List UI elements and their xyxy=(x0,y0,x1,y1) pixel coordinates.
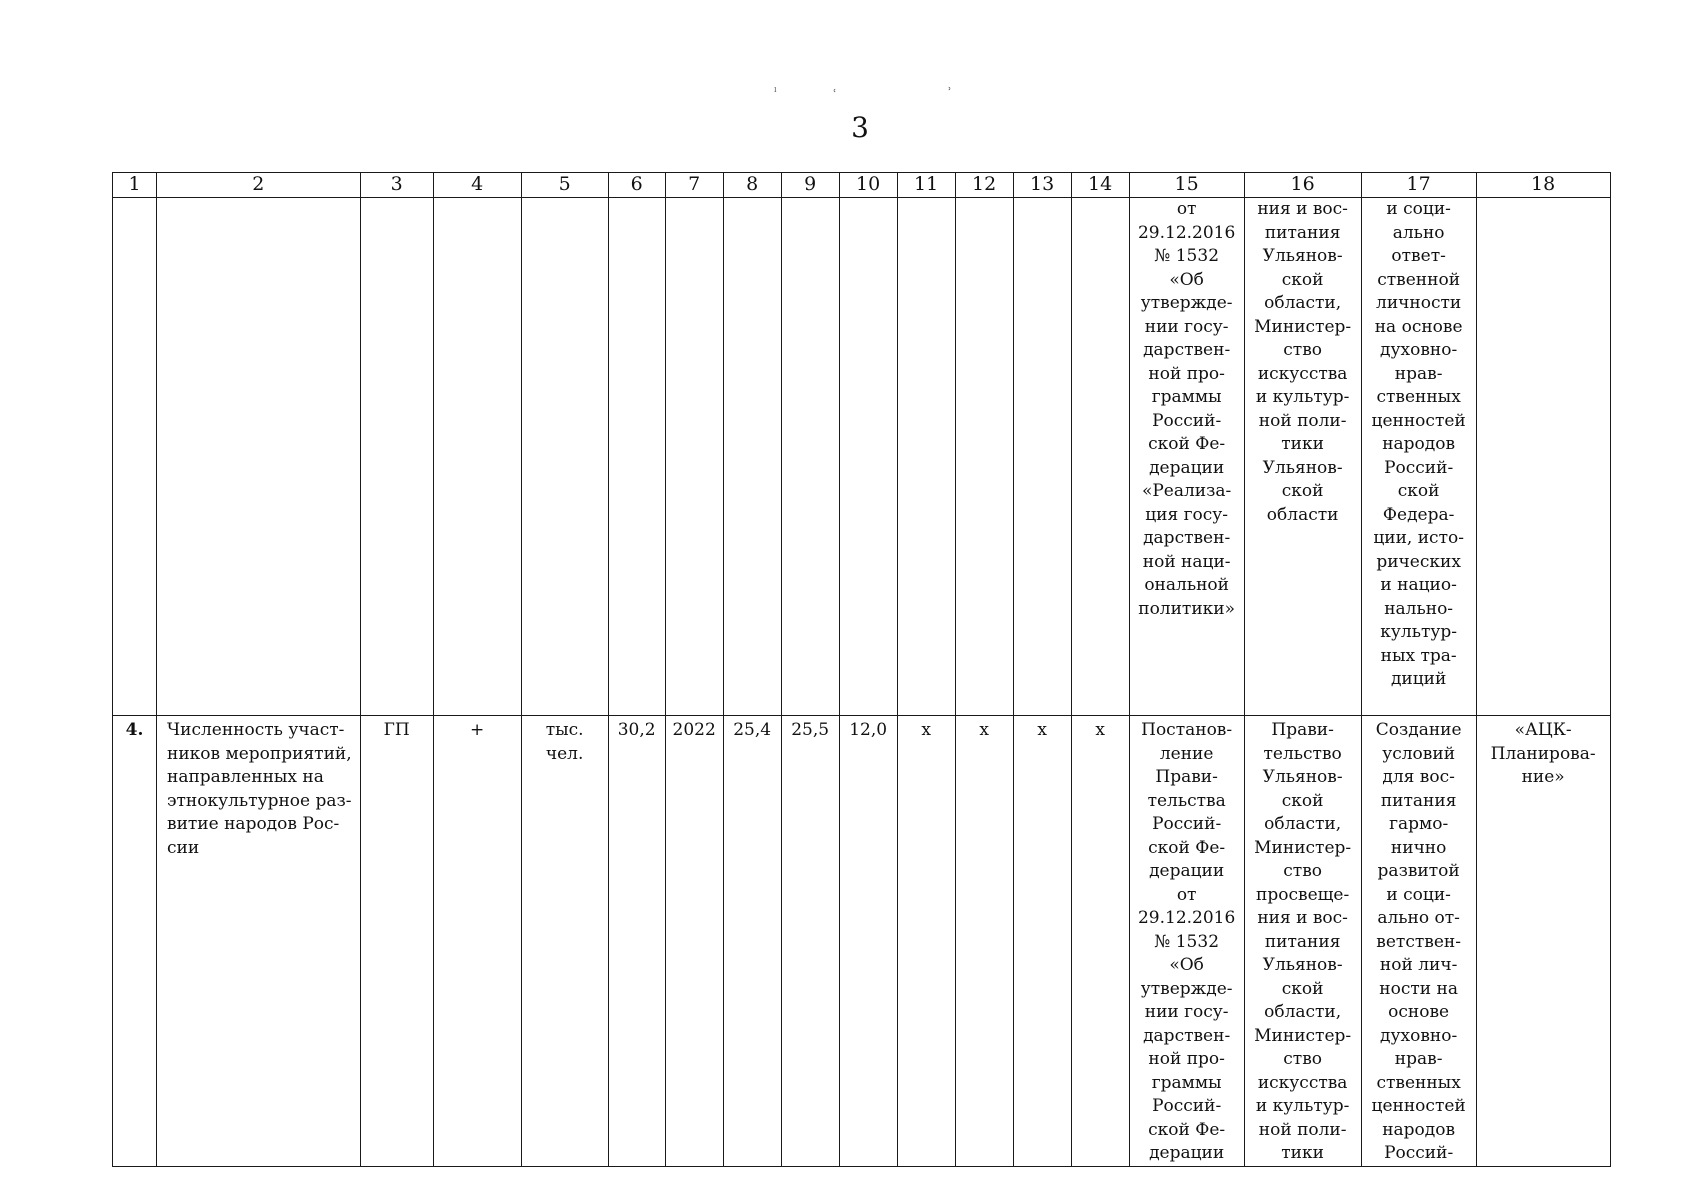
cell-text-line: х xyxy=(1037,720,1047,740)
cell-text-line: 2022 xyxy=(672,720,716,740)
column-header-5: 5 xyxy=(521,173,608,198)
cell-text-line: просвеще- xyxy=(1256,884,1350,905)
cell-text-line: ния и вос- xyxy=(1257,908,1348,928)
table-cell-col-12 xyxy=(955,716,1013,1167)
cell-text-line: ной про- xyxy=(1148,363,1225,384)
table-cell-col-17 xyxy=(1361,198,1476,716)
cell-text-line: нии госу- xyxy=(1144,1002,1229,1022)
cell-text-line: Постанов- xyxy=(1141,720,1233,740)
cell-text-line: Россий- xyxy=(1152,410,1222,431)
cell-text-line: ственных xyxy=(1376,1072,1461,1093)
column-header-8: 8 xyxy=(723,173,781,198)
cell-text-line: ГП xyxy=(383,720,410,740)
cell-text-line: 29.12.2016 xyxy=(1137,908,1236,928)
table-cell-col-14 xyxy=(1071,716,1129,1167)
cell-text-line: духовно- xyxy=(1380,1025,1458,1046)
cell-text-line: ской xyxy=(1281,978,1324,999)
cell-text-line: ности на xyxy=(1379,978,1458,999)
cell-text-line: ной лич- xyxy=(1379,955,1458,975)
cell-text-line: развитой xyxy=(1377,861,1460,881)
cell-text-line: 12,0 xyxy=(849,720,888,740)
cell-text-line: витие народов Рос- xyxy=(167,814,340,834)
cell-text-line: основе xyxy=(1388,1002,1450,1022)
cell-text-line: питания xyxy=(1264,222,1341,243)
table-cell-col-6 xyxy=(608,198,665,716)
table-cell-col-15 xyxy=(1129,198,1244,716)
column-header-18: 18 xyxy=(1476,173,1610,198)
cell-text-line: и культур- xyxy=(1255,1096,1350,1116)
column-header-17: 17 xyxy=(1361,173,1476,198)
cell-text-line: ской Фе- xyxy=(1148,1119,1226,1140)
cell-text-line: нально- xyxy=(1384,598,1454,619)
scan-speck: ʾ xyxy=(948,85,952,99)
cell-text-line: ников мероприятий, xyxy=(167,743,352,764)
cell-text-line: 29.12.2016 xyxy=(1137,222,1236,243)
table-cell-col-13 xyxy=(1013,716,1071,1167)
cell-text-line: и соци- xyxy=(1386,199,1451,219)
table-cell-col-8 xyxy=(723,716,781,1167)
cell-text-line: + xyxy=(470,720,485,740)
cell-text-line: 25,5 xyxy=(791,720,830,740)
cell-text-line: нрав- xyxy=(1394,1049,1443,1069)
cell-text-line: диций xyxy=(1390,669,1447,689)
cell-text-line: духовно- xyxy=(1380,340,1458,360)
cell-text-line: для вос- xyxy=(1382,767,1455,787)
cell-text-line: ной поли- xyxy=(1258,1119,1347,1140)
cell-text-line: 30,2 xyxy=(617,720,656,740)
table-cell-col-6 xyxy=(608,716,665,1167)
cell-text-line: и нацио- xyxy=(1380,575,1457,595)
cell-text-line: искусства xyxy=(1257,1072,1348,1093)
cell-text-line: тики xyxy=(1281,434,1324,454)
cell-text-line: ции, исто- xyxy=(1373,528,1464,548)
cell-text-line: питания xyxy=(1380,790,1457,811)
cell-text-line: направленных на xyxy=(167,767,324,787)
cell-text-line: искусства xyxy=(1257,363,1348,384)
table-cell-col-11 xyxy=(897,198,955,716)
cell-text-line: и культур- xyxy=(1255,387,1350,407)
cell-text-line: ональной xyxy=(1144,575,1229,595)
page-number: 3 xyxy=(851,111,869,144)
table-cell-col-2 xyxy=(157,198,361,716)
cell-text-line: «Об xyxy=(1169,955,1204,975)
cell-text-line: Ульянов- xyxy=(1262,955,1343,975)
column-header-13: 13 xyxy=(1013,173,1071,198)
cell-text-line: Прави- xyxy=(1271,720,1334,740)
cell-text-line: ство xyxy=(1283,861,1322,881)
table-cell-col-4 xyxy=(433,198,521,716)
cell-text-line: Россий- xyxy=(1152,1096,1222,1116)
cell-text-line: от xyxy=(1176,199,1197,219)
cell-text-line: дарствен- xyxy=(1143,340,1231,360)
cell-text-line: тельство xyxy=(1263,743,1342,764)
cell-text-line: ской xyxy=(1281,269,1324,290)
cell-text-line: «Реализа- xyxy=(1141,481,1232,501)
column-header-10: 10 xyxy=(839,173,897,198)
cell-text-line: 25,4 xyxy=(733,720,772,740)
cell-text-line: граммы xyxy=(1151,1072,1222,1093)
indicators-table xyxy=(112,172,1611,1167)
table-cell-col-13 xyxy=(1013,198,1071,716)
cell-text-line: ния и вос- xyxy=(1257,199,1348,219)
cell-text-line: и соци- xyxy=(1386,884,1451,905)
cell-text-line: Россий- xyxy=(1384,457,1454,478)
cell-text-line: Численность участ- xyxy=(167,720,345,740)
cell-text-line: области xyxy=(1266,504,1339,525)
table-cell-col-12 xyxy=(955,198,1013,716)
table-cell-col-14 xyxy=(1071,198,1129,716)
column-header-3: 3 xyxy=(360,173,433,198)
cell-text-line: ской xyxy=(1281,481,1324,501)
cell-text-line: Министер- xyxy=(1254,316,1352,337)
column-header-16: 16 xyxy=(1244,173,1361,198)
table-row xyxy=(113,716,1611,1167)
cell-text-line: № 1532 xyxy=(1154,931,1220,952)
cell-text-line: дарствен- xyxy=(1143,1025,1231,1046)
cell-text-line: дерации xyxy=(1149,1143,1225,1163)
cell-text-line: Планирова- xyxy=(1490,743,1596,764)
cell-text-line: от xyxy=(1176,884,1197,905)
cell-text-line: области, xyxy=(1264,1002,1342,1022)
cell-text-line: ально от- xyxy=(1377,908,1460,928)
table-cell-col-10 xyxy=(839,716,897,1167)
cell-text-line: тики xyxy=(1281,1143,1324,1163)
cell-text-line: х xyxy=(979,720,989,740)
cell-text-line: ственных xyxy=(1376,387,1461,407)
cell-text-line: ных тра- xyxy=(1380,645,1457,666)
cell-text-line: рических xyxy=(1376,551,1461,572)
table-cell-col-11 xyxy=(897,716,955,1167)
column-header-7: 7 xyxy=(665,173,723,198)
table-row xyxy=(113,198,1611,716)
column-header-14: 14 xyxy=(1071,173,1129,198)
cell-text-line: ответ- xyxy=(1391,246,1446,266)
cell-text-line: условий xyxy=(1382,743,1456,764)
cell-text-line: дерации xyxy=(1149,457,1225,478)
cell-text-line: Прави- xyxy=(1155,767,1218,787)
cell-text-line: № 1532 xyxy=(1154,246,1220,266)
cell-text-line: ветствен- xyxy=(1376,931,1461,952)
cell-text-line: ной наци- xyxy=(1142,551,1231,572)
cell-text-line: на основе xyxy=(1374,316,1463,337)
cell-text-line: личности xyxy=(1376,293,1462,313)
scan-speck: ʿ xyxy=(833,87,837,101)
cell-text-line: х xyxy=(1095,720,1105,740)
table-cell-col-18 xyxy=(1476,716,1610,1167)
table-cell-col-16 xyxy=(1244,716,1361,1167)
table-cell-col-8 xyxy=(723,198,781,716)
cell-text-line: гармо- xyxy=(1389,814,1449,834)
cell-text-line: ление xyxy=(1159,743,1214,764)
table-cell-col-9 xyxy=(781,198,839,716)
cell-text-line: дарствен- xyxy=(1143,528,1231,548)
header-row xyxy=(113,173,1611,198)
column-header-2: 2 xyxy=(157,173,361,198)
table-cell-col-1 xyxy=(113,716,157,1167)
cell-text-line: ция госу- xyxy=(1145,504,1229,525)
table-cell-col-7 xyxy=(665,198,723,716)
cell-text-line: нии госу- xyxy=(1144,316,1229,337)
table-cell-col-5 xyxy=(521,716,608,1167)
cell-text-line: ской xyxy=(1281,790,1324,811)
cell-text-line: Федера- xyxy=(1382,504,1455,525)
table-cell-col-4 xyxy=(433,716,521,1167)
cell-text-line: ние» xyxy=(1521,767,1565,787)
table-cell-col-18 xyxy=(1476,198,1610,716)
column-header-11: 11 xyxy=(897,173,955,198)
cell-text-line: дерации xyxy=(1149,861,1225,881)
column-header-1: 1 xyxy=(113,173,157,198)
column-header-12: 12 xyxy=(955,173,1013,198)
table-cell-col-3 xyxy=(360,716,433,1167)
cell-text-line: нично xyxy=(1390,837,1447,858)
cell-text-line: Ульянов- xyxy=(1262,457,1343,478)
cell-text-line: тыс. xyxy=(545,720,584,740)
column-header-15: 15 xyxy=(1129,173,1244,198)
cell-text-line: ственной xyxy=(1377,269,1461,290)
cell-text-line: Министер- xyxy=(1254,837,1352,858)
cell-text-line: «Об xyxy=(1169,269,1204,290)
cell-text-line: ской Фе- xyxy=(1148,434,1226,454)
column-header-6: 6 xyxy=(608,173,665,198)
cell-text-line: культур- xyxy=(1380,622,1457,642)
cell-text-line: Создание xyxy=(1375,720,1462,740)
column-header-4: 4 xyxy=(433,173,521,198)
table-cell-col-3 xyxy=(360,198,433,716)
cell-text-line: ство xyxy=(1283,340,1322,360)
cell-text-line: ной поли- xyxy=(1258,410,1347,431)
cell-text-line: сии xyxy=(167,837,200,858)
cell-text-line: Ульянов- xyxy=(1262,246,1343,266)
cell-text-line: 4. xyxy=(125,720,144,740)
cell-text-line: х xyxy=(921,720,931,740)
cell-text-line: области, xyxy=(1264,293,1342,313)
table-cell-col-7 xyxy=(665,716,723,1167)
table-cell-col-1 xyxy=(113,198,157,716)
cell-text-line: «АЦК- xyxy=(1514,720,1572,740)
table-cell-col-15 xyxy=(1129,716,1244,1167)
table-cell-col-2 xyxy=(157,716,361,1167)
scan-speck: ˡ xyxy=(774,85,777,99)
cell-text-line: народов xyxy=(1382,1119,1456,1140)
cell-text-line: Россий- xyxy=(1152,814,1222,834)
table-cell-col-16 xyxy=(1244,198,1361,716)
cell-text-line: ской xyxy=(1397,481,1440,501)
cell-text-line: нрав- xyxy=(1394,363,1443,384)
cell-text-line: Министер- xyxy=(1254,1025,1352,1046)
cell-text-line: Россий- xyxy=(1384,1143,1454,1163)
cell-text-line: питания xyxy=(1264,931,1341,952)
table-cell-col-17 xyxy=(1361,716,1476,1167)
table-cell-col-9 xyxy=(781,716,839,1167)
cell-text-line: области, xyxy=(1264,814,1342,834)
cell-text-line: ценностей xyxy=(1371,410,1466,431)
cell-text-line: ской Фе- xyxy=(1148,837,1226,858)
cell-text-line: политики» xyxy=(1138,598,1236,619)
cell-text-line: народов xyxy=(1382,434,1456,454)
cell-text-line: ально xyxy=(1392,222,1445,243)
table-cell-col-10 xyxy=(839,198,897,716)
cell-text-line: тельства xyxy=(1147,790,1226,811)
cell-text-line: ценностей xyxy=(1371,1096,1466,1116)
cell-text-line: граммы xyxy=(1151,387,1222,407)
column-header-9: 9 xyxy=(781,173,839,198)
cell-text-line: ной про- xyxy=(1148,1049,1225,1069)
cell-text-line: этнокультурное раз- xyxy=(167,790,352,811)
table-cell-col-5 xyxy=(521,198,608,716)
cell-text-line: утвержде- xyxy=(1140,293,1233,313)
cell-text-line: Ульянов- xyxy=(1262,767,1343,787)
cell-text-line: ство xyxy=(1283,1049,1322,1069)
cell-text-line: утвержде- xyxy=(1140,978,1233,999)
cell-text-line: чел. xyxy=(545,743,584,764)
